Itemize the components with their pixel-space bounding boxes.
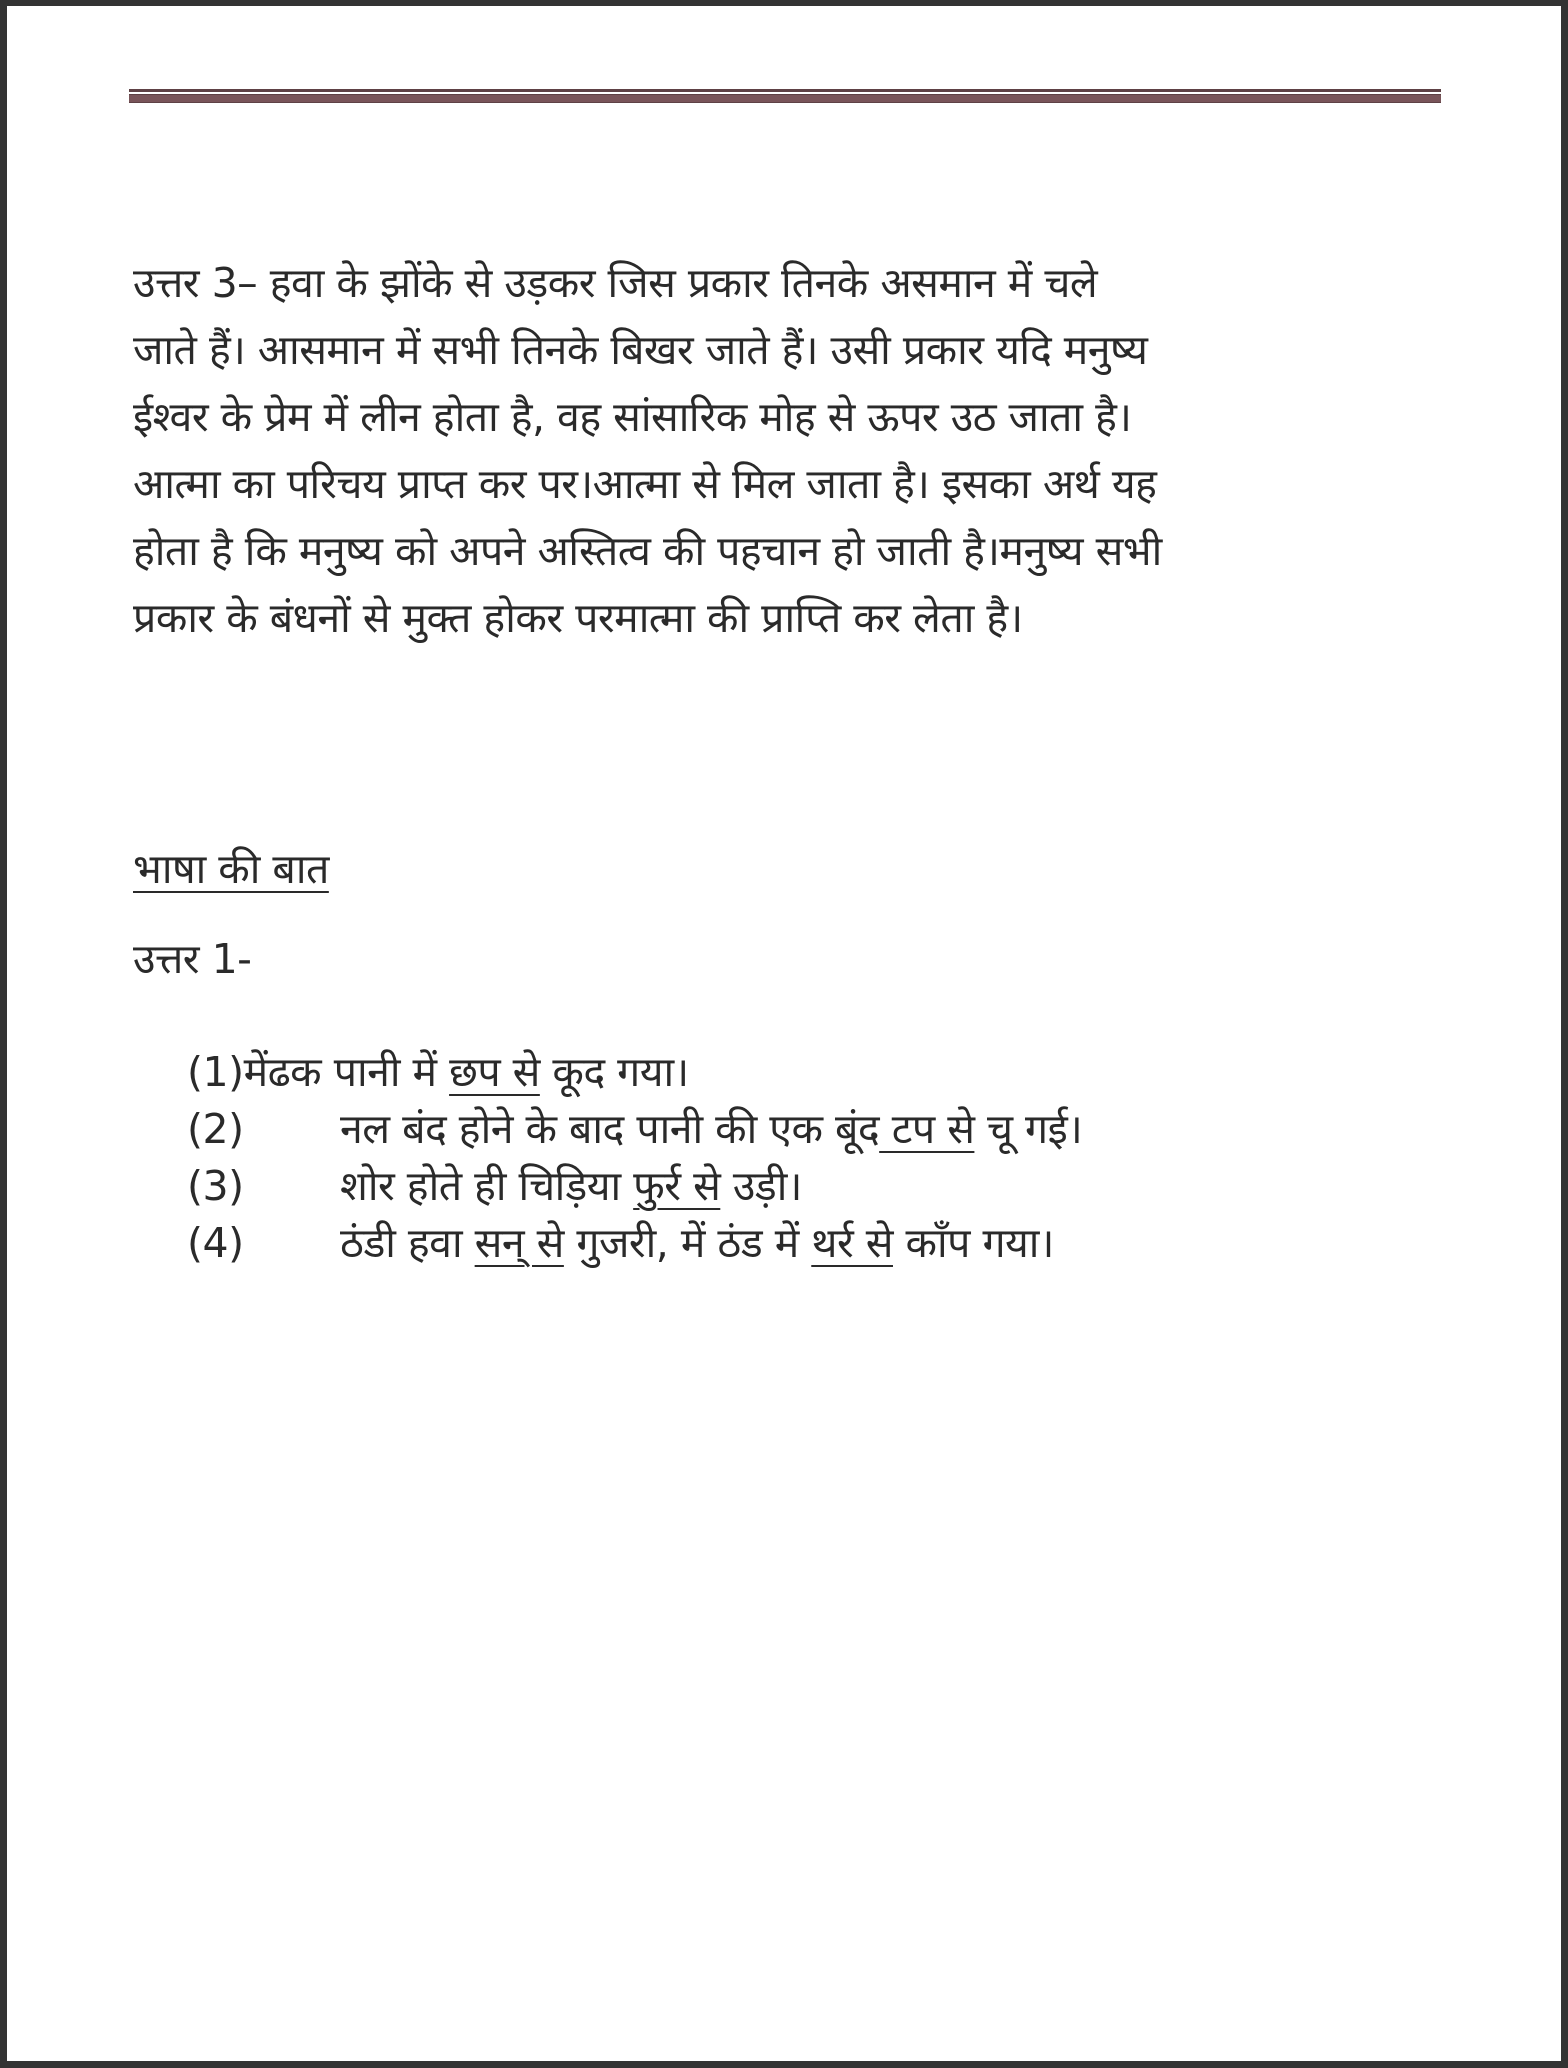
paragraph-line: उत्तर 3– हवा के झोंके से उड़कर जिस प्रकार तिनके असमान में चले [133, 259, 1098, 307]
list-item [187, 1158, 1437, 1215]
paragraph-line: जाते हैं। आसमान में सभी तिनके बिखर जाते हैं। उसी प्रकार यदि मनुष्य [133, 326, 1148, 374]
paragraph-line: ईश्वर के प्रेम में लीन होता है, वह सांसारिक मोह से ऊपर उठ जाता है। [133, 393, 1132, 441]
underlined-onomatopoeia: टप से [879, 1105, 975, 1153]
paragraph-line: होता है कि मनुष्य को अपने अस्तित्व की पहचान हो जाती है।मनुष्य सभी [133, 527, 1162, 575]
list-item [187, 1215, 1437, 1272]
underlined-onomatopoeia: छप से [449, 1048, 540, 1096]
section-title: भाषा की बात [133, 845, 329, 893]
list-item-text: ठंडी हवा [340, 1219, 475, 1267]
answer-1-list [187, 1044, 1437, 1272]
list-item-text: गुजरी, में ठंड में [563, 1219, 812, 1267]
list-item-text: नल बंद होने के बाद पानी की एक बूंद [340, 1105, 880, 1153]
list-item-text: शोर होते ही चिड़िया [340, 1162, 634, 1210]
list-item-text: मेंढक पानी में [243, 1048, 450, 1096]
paragraph-line: आत्मा का परिचय प्राप्त कर पर।आत्मा से मिल जाता है। इसका अर्थ यह [133, 460, 1157, 508]
list-item [187, 1044, 1437, 1101]
list-item [187, 1101, 1437, 1158]
list-item-number: (3) [187, 1162, 244, 1210]
header-rule-thick-line [129, 94, 1441, 103]
paragraph-line: प्रकार के बंधनों से मुक्त होकर परमात्मा की प्राप्ति कर लेता है। [133, 594, 1023, 642]
list-item-text: काँप गया। [892, 1219, 1054, 1267]
list-item-number: (1) [187, 1048, 244, 1096]
list-item-number: (2) [187, 1105, 244, 1153]
list-item-text: चू गई। [974, 1105, 1083, 1153]
underlined-onomatopoeia: फुर्र से [633, 1162, 721, 1210]
underlined-onomatopoeia: सन् से [474, 1219, 564, 1267]
list-item-text: उड़ी। [720, 1162, 802, 1210]
answer-3-paragraph [133, 250, 1453, 652]
answer-1-label: उत्तर 1- [133, 935, 252, 983]
document-page [7, 6, 1561, 2061]
list-item-number: (4) [187, 1219, 244, 1267]
underlined-onomatopoeia: थर्र से [811, 1219, 893, 1267]
header-rule [129, 89, 1441, 103]
list-item-text: कूद गया। [539, 1048, 689, 1096]
